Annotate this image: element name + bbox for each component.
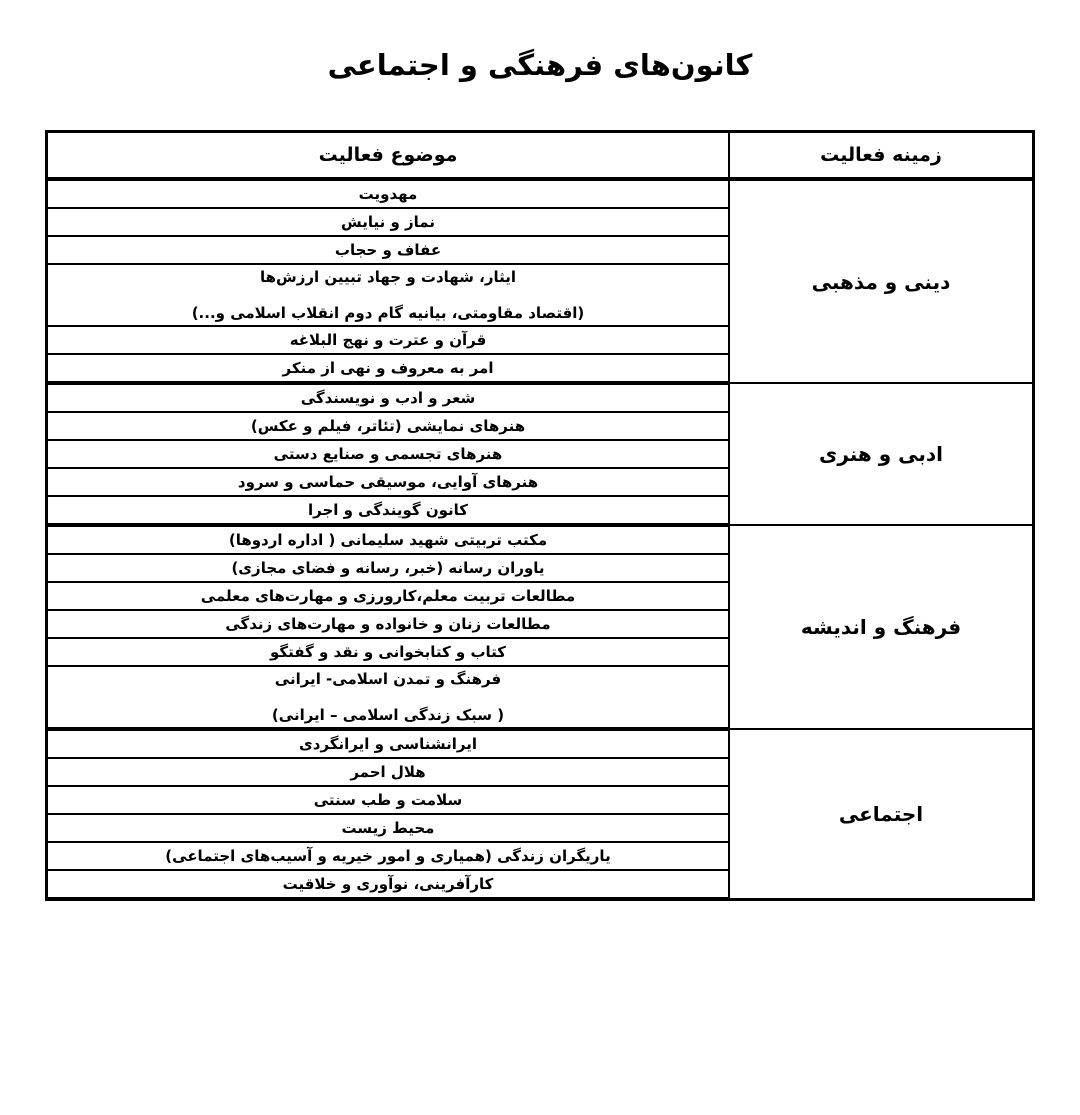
topic-text: هنرهای نمایشی (تئاتر، فیلم و عکس) [250, 417, 526, 435]
field-cell: اجتماعی [729, 729, 1034, 899]
table-header-row [47, 132, 1034, 180]
topic-cell [47, 440, 730, 468]
topic-cell [47, 786, 730, 814]
topic-text: مطالعات زنان و خانواده و مهارت‌های زندگی [225, 615, 551, 633]
activity-table [45, 130, 1035, 901]
topic-text: محیط زیست [341, 819, 435, 837]
topic-text: مهدویت [358, 185, 418, 203]
topic-cell [47, 610, 730, 638]
topic-text: سلامت و طب سنتی [313, 791, 463, 809]
topic-cell [47, 525, 730, 554]
topic-text: نماز و نیایش [341, 213, 435, 231]
topic-text: کتاب و کتابخوانی و نقد و گفتگو [270, 643, 506, 661]
topic-text: یاریگران زندگی (همیاری و امور خیریه و آسیب‌های اجتماعی) [165, 847, 611, 865]
topic-cell [47, 666, 730, 729]
topic-text: امر به معروف و نهی از منکر [282, 359, 494, 377]
topic-cell [47, 468, 730, 496]
topic-text: هلال احمر [350, 763, 426, 781]
topic-text: قرآن و عترت و نهج البلاغه [289, 331, 487, 349]
table-row [47, 525, 1034, 554]
topic-cell [47, 638, 730, 666]
topic-cell [47, 814, 730, 842]
topic-text: هنرهای آوایی، موسیقی حماسی و سرود [237, 473, 539, 491]
topic-cell [47, 729, 730, 758]
topic-cell [47, 496, 730, 525]
topic-text: ایرانشناسی و ایرانگردی [299, 735, 477, 753]
topic-text: ایثار، شهادت و جهاد تبیین ارزش‌ها [259, 268, 517, 286]
topic-text: عفاف و حجاب [334, 241, 442, 259]
topic-cell [47, 236, 730, 264]
topic-cell [47, 326, 730, 354]
topic-cell [47, 208, 730, 236]
topic-cell [47, 758, 730, 786]
header-field: زمینه فعالیت [729, 132, 1034, 180]
table-row [47, 729, 1034, 758]
topic-cell [47, 383, 730, 412]
topic-text: فرهنگ و تمدن اسلامی- ایرانی [274, 670, 502, 688]
topic-cell [47, 179, 730, 208]
topic-cell [47, 582, 730, 610]
topic-text: هنرهای تجسمی و صنایع دستی [273, 445, 503, 463]
topic-cell [47, 842, 730, 870]
topic-text: ( سبک زندگی اسلامی – ایرانی) [271, 706, 505, 724]
topic-cell [47, 354, 730, 383]
page-title: کانون‌های فرهنگی و اجتماعی [327, 48, 753, 82]
topic-cell [47, 554, 730, 582]
topic-cell [47, 870, 730, 899]
topic-text: (اقتصاد مقاومتی، بیانیه گام دوم انقلاب اسلامی و...) [191, 304, 585, 322]
topic-cell [47, 412, 730, 440]
field-cell: دینی و مذهبی [729, 179, 1034, 383]
topic-text: کانون گویندگی و اجرا [307, 501, 469, 519]
topic-text: شعر و ادب و نویسندگی [300, 389, 476, 407]
topic-text: کارآفرینی، نوآوری و خلاقیت [282, 875, 494, 893]
field-cell: فرهنگ و اندیشه [729, 525, 1034, 729]
topic-text: مطالعات تربیت معلم،کارورزی و مهارت‌های معلمی [200, 587, 576, 605]
header-topic: موضوع فعالیت [47, 132, 730, 180]
topic-text: یاوران رسانه (خبر، رسانه و فضای مجازی) [231, 559, 545, 577]
topic-text: مکتب تربیتی شهید سلیمانی ( اداره اردوها) [228, 531, 548, 549]
topic-cell [47, 264, 730, 326]
table-row [47, 179, 1034, 208]
table-row [47, 383, 1034, 412]
field-cell: ادبی و هنری [729, 383, 1034, 525]
